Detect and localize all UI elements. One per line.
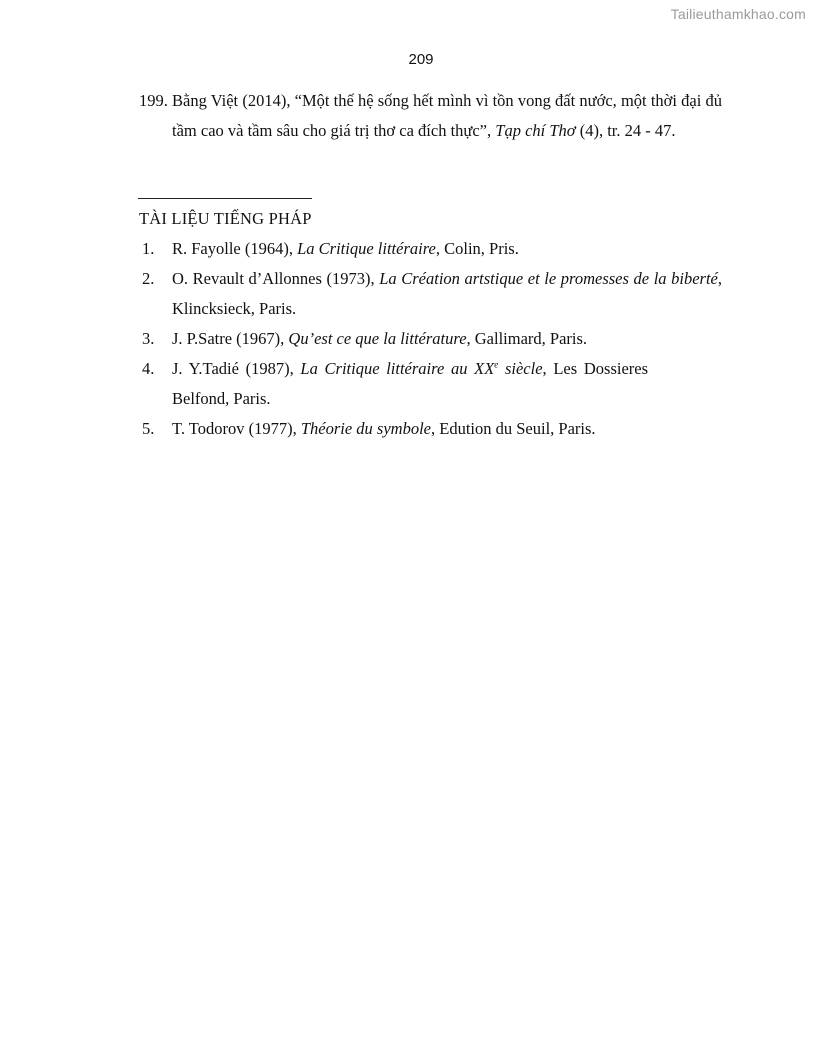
reference-rest: , Gallimard, Paris. [466, 329, 588, 348]
reference-rest: , Edution du Seuil, Paris. [431, 419, 596, 438]
reference-title: Qu’est ce que la littérature [288, 329, 467, 348]
reference-title [300, 359, 542, 378]
reference-title-superscript: e [494, 359, 499, 370]
reference-author-year: J. Y.Tadié (1987), [172, 359, 301, 378]
list-item [142, 264, 722, 324]
reference-rest: , Klincksieck, Paris. [172, 269, 722, 318]
reference-rest: , Colin, Pris. [435, 239, 519, 258]
reference-entry-199 [139, 86, 722, 146]
french-reference-list [142, 234, 722, 444]
reference-rest: , Les Dossieres Belfond, Paris. [172, 359, 649, 408]
reference-title-tail: siècle [498, 359, 543, 378]
reference-journal: Tạp chí Thơ [495, 121, 576, 140]
list-item [142, 354, 648, 414]
list-item [142, 414, 722, 444]
reference-number: 3. [142, 329, 155, 348]
section-heading: TÀI LIỆU TIẾNG PHÁP [139, 209, 312, 228]
reference-author-year: R. Fayolle (1964), [172, 239, 298, 258]
reference-title: La Création artstique et le promesses de la biberté [379, 269, 718, 288]
reference-title: La Critique littéraire [297, 239, 436, 258]
reference-author-year: Bằng Việt (2014), [172, 91, 295, 110]
reference-title: Théorie du symbole [300, 419, 431, 438]
reference-rest: (4), tr. 24 - 47. [575, 121, 676, 140]
reference-number: 5. [142, 419, 155, 438]
reference-text [172, 86, 722, 146]
reference-author-year: J. P.Satre (1967), [172, 329, 289, 348]
section-divider [138, 198, 312, 199]
reference-author-year: O. Revault d’Allonnes (1973), [172, 269, 380, 288]
reference-author-year: T. Todorov (1977), [172, 419, 301, 438]
reference-number: 1. [142, 239, 155, 258]
list-item [142, 324, 722, 354]
reference-number: 2. [142, 269, 155, 288]
watermark: Tailieuthamkhao.com [670, 6, 806, 22]
list-item [142, 234, 722, 264]
reference-title-main: La Critique littéraire au XX [300, 359, 495, 378]
page-number: 209 [408, 51, 434, 68]
reference-number: 199. [139, 91, 168, 110]
reference-number: 4. [142, 359, 155, 378]
reference-title: “Một thế hệ sống hết mình vì tồn vong đất nước, một thời đại đủ tầm cao và tầm sâu cho giá trị thơ ca đích thực”, [172, 91, 722, 140]
